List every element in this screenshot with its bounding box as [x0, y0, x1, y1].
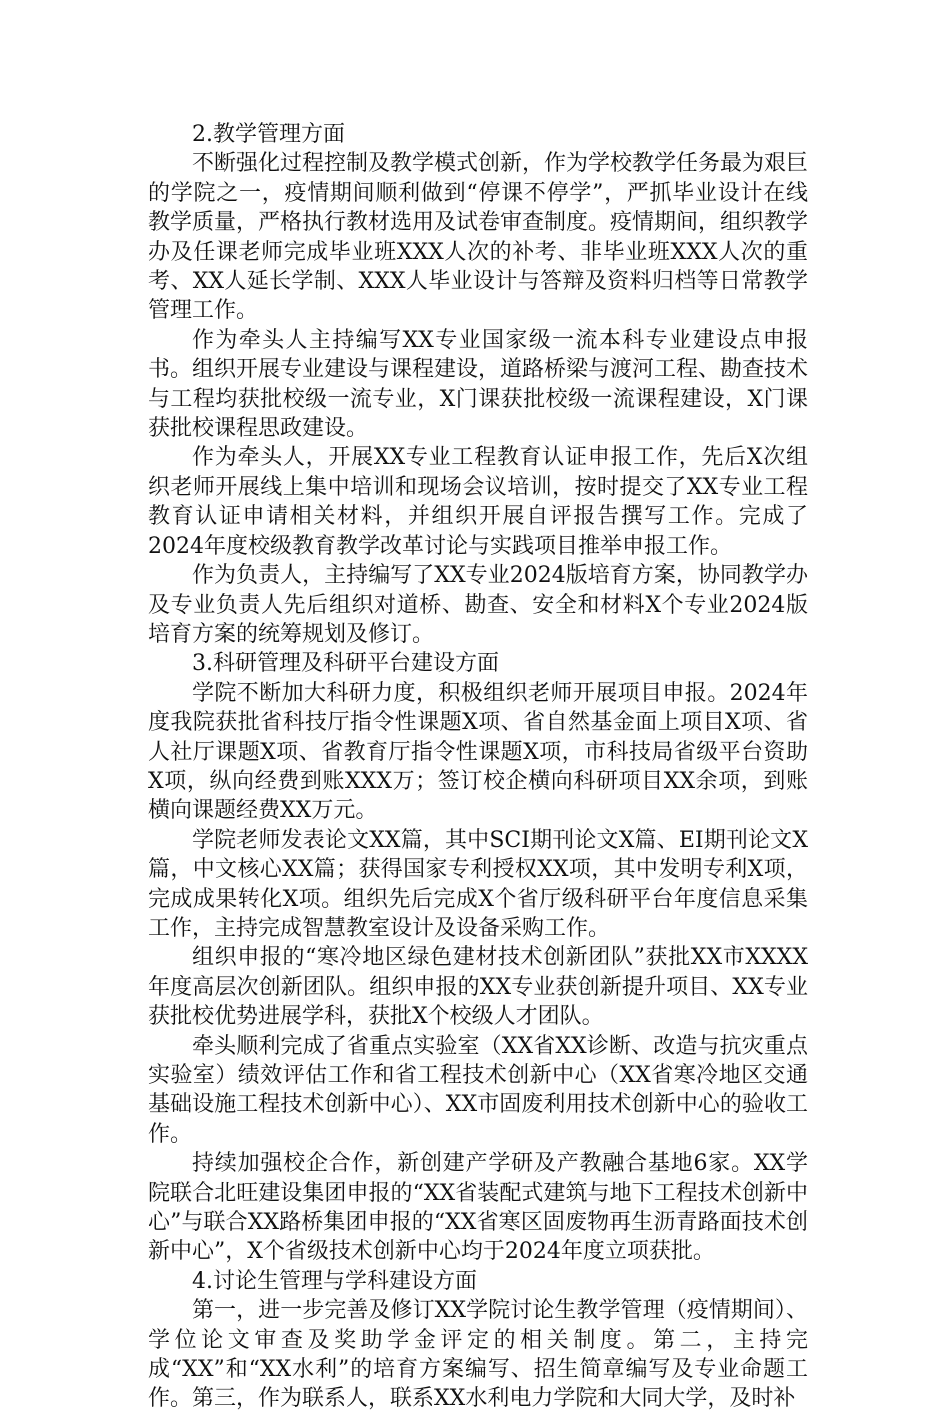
paragraph: 不断强化过程控制及教学模式创新，作为学校教学任务最为艰巨的学院之一，疫情期间顺利做到“停课不停学”，严抓毕业设计在线教学质量，严格执行教材选用及试卷审查制度。疫情期间，组织教学办及任课老师完成毕业班XXX人次的补考、非毕业班XXX人次的重考、XX人延长学制、XXX人毕业设计与答辩及资料归档等日常教学管理工作。	[148, 151, 809, 324]
paragraph: 组织申报的“寒冷地区绿色建材技术创新团队”获批XX市XXXX年度高层次创新团队。组织申报的XX专业获创新提升项目、XX专业获批校优势进展学科，获批X个校级人才团队。	[148, 945, 808, 1030]
section-heading-graduate: 4.讨论生管理与学科建设方面	[192, 1268, 477, 1294]
paragraph: 牵头顺利完成了省重点实验室（XX省XX诊断、改造与抗灾重点实验室）绩效评估工作和省工程技术创新中心（XX省寒冷地区交通基础设施工程技术创新中心）、XX市固废利用技术创新中心的验收工作。	[148, 1033, 808, 1147]
paragraph: 作为牵头人主持编写XX专业国家级一流本科专业建设点申报书。组织开展专业建设与课程建设，道路桥梁与渡河工程、勘查技术与工程均获批校级一流专业，X门课获批校级一流课程建设，X门课获批校课程思政建设。	[148, 327, 809, 442]
paragraph: 作为负责人，主持编写了XX专业2024版培育方案，协同教学办及专业负责人先后组织对道桥、勘查、安全和材料X个专业2024版培育方案的统筹规划及修订。	[148, 563, 808, 647]
paragraph: 作为牵头人，开展XX专业工程教育认证申报工作，先后X次组织老师开展线上集中培训和现场会议培训，按时提交了XX专业工程教育认证申请相关材料，并组织开展自评报告撰写工作。完成了2024年度校级教育教学改革讨论与实践项目推举申报工作。	[148, 445, 808, 559]
paragraph: 持续加强校企合作，新创建产学研及产教融合基地6家。XX学院联合北旺建设集团申报的“XX省装配式建筑与地下工程技术创新中心”与联合XX路桥集团申报的“XX省寒区固废物再生沥青路面技术创新中心”，X个省级技术创新中心均于2024年度立项获批。	[148, 1151, 808, 1265]
paragraph: 学院老师发表论文XX篇，其中SCI期刊论文X篇、EI期刊论文X篇，中文核心XX篇；获得国家专利授权XX项，其中发明专利X项，完成成果转化X项。组织先后完成X个省厅级科研平台年度信息采集工作，主持完成智慧教室设计及设备采购工作。	[148, 827, 808, 941]
section-heading-research: 3.科研管理及科研平台建设方面	[192, 651, 499, 677]
document-body	[148, 120, 808, 1414]
section-heading-teaching: 2.教学管理方面	[192, 122, 345, 147]
paragraph: 学院不断加大科研力度，积极组织老师开展项目申报。2024年度我院获批省科技厅指令性课题X项、省自然基金面上项目X项、省人社厅课题X项、省教育厅指令性课题X项，市科技局省级平台资助X项，纵向经费到账XXX万；签订校企横向科研项目XX余项，到账横向课题经费XX万元。	[148, 680, 808, 824]
paragraph: 第一，进一步完善及修订XX学院讨论生教学管理（疫情期间）、学位论文审查及奖助学金评定的相关制度。第二，主持完成“XX”和“XX水利”的培育方案编写、招生简章编写及专业命题工作。第三，作为联系人，联系XX水利电力学院和大同大学，及时补	[148, 1298, 808, 1412]
